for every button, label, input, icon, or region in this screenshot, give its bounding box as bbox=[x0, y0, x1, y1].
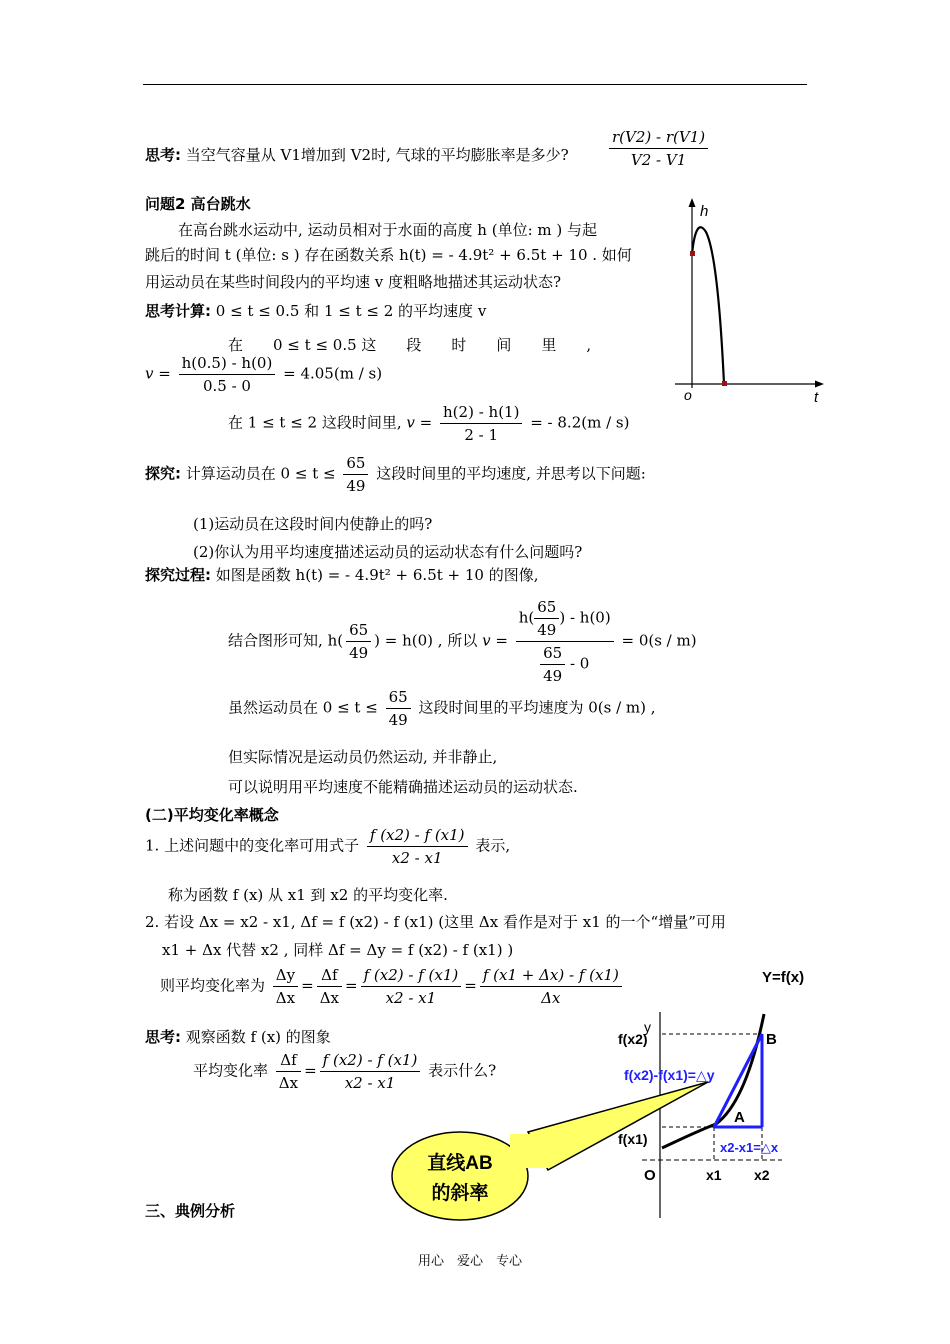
fx2-label: f(x2) bbox=[618, 1031, 648, 1047]
t-axis-arrow bbox=[815, 381, 824, 388]
pc-den-49: 49 bbox=[543, 667, 563, 685]
v1-rhs: = 4.05(m / s) bbox=[283, 364, 383, 383]
i1-num: f (x2) - f (x1) bbox=[367, 826, 468, 847]
process-l2: 可以说明用平均速度不能精确描述运动员的运动状态. bbox=[228, 778, 578, 796]
r1-num: Δy bbox=[273, 966, 298, 987]
pc-mid: ) = h(0) , 所以 bbox=[374, 631, 478, 650]
ratio-eq3: = bbox=[464, 976, 477, 995]
v1-den: 0.5 - 0 bbox=[202, 377, 251, 395]
concept-title: (二)平均变化率概念 bbox=[145, 806, 279, 824]
think1-label: 思考: bbox=[145, 146, 181, 164]
concept-i1-l2: 称为函数 f (x) 从 x1 到 x2 的平均变化率. bbox=[168, 886, 448, 904]
explore-den: 49 bbox=[346, 477, 366, 495]
ps-pre: 虽然运动员在 0 ≤ t ≤ bbox=[228, 698, 378, 717]
think2-text: 观察函数 f (x) 的图象 bbox=[185, 1028, 331, 1046]
v2-den: 2 - 1 bbox=[464, 426, 499, 444]
v2-lhs: v = bbox=[406, 413, 433, 432]
section3-title: 三、典例分析 bbox=[145, 1202, 236, 1220]
calc-line1: 在 0 ≤ t ≤ 0.5 这 段 时 间 里 , bbox=[228, 336, 592, 354]
x2-label: x2 bbox=[754, 1167, 770, 1183]
bubble-text-line1: 直线AB bbox=[427, 1153, 493, 1174]
delta-x-label: x2-x1=△x bbox=[720, 1140, 779, 1155]
r2-den: Δx bbox=[319, 989, 339, 1007]
think1-text: 当空气容量从 V1增加到 V2时, 气球的平均膨胀率是多少? bbox=[185, 146, 569, 164]
concept-i2-l2: x1 + Δx 代替 x2 , 同样 Δf = Δy = f (x2) - f (x1) ) bbox=[162, 941, 514, 959]
concept-i1 bbox=[145, 826, 510, 867]
pc-den-b: - 0 bbox=[569, 654, 590, 673]
pc-f65: 65 bbox=[346, 621, 371, 642]
ratio-eq2: = bbox=[344, 976, 358, 995]
x1-label: x1 bbox=[706, 1167, 722, 1183]
v2-rhs: = - 8.2(m / s) bbox=[530, 413, 630, 432]
height-time-graph bbox=[670, 196, 830, 408]
process-line bbox=[145, 564, 539, 585]
explore-num: 65 bbox=[343, 454, 368, 475]
bubble-joint bbox=[510, 1134, 550, 1168]
start-point bbox=[690, 251, 695, 256]
origin-label: o bbox=[684, 387, 692, 403]
pc-f49: 49 bbox=[349, 644, 369, 662]
process-label: 探究过程: bbox=[145, 566, 211, 584]
bubble-tail bbox=[528, 1082, 708, 1170]
think2-n1: Δf bbox=[276, 1051, 301, 1072]
think2-label: 思考: bbox=[145, 1028, 181, 1046]
v1-num: h(0.5) - h(0) bbox=[179, 354, 276, 375]
ps-65: 65 bbox=[386, 688, 411, 709]
think2-pre: 平均变化率 bbox=[193, 1061, 269, 1080]
think1-den: V2 - V1 bbox=[630, 151, 687, 169]
process-l1: 但实际情况是运动员仍然运动, 并非静止, bbox=[228, 748, 498, 766]
function-label: Y=f(x) bbox=[762, 969, 805, 986]
h-axis-label: h bbox=[700, 203, 709, 220]
t-axis-label: t bbox=[814, 389, 819, 406]
pc-num bbox=[516, 598, 614, 642]
delta-y-label: f(x2)-f(x1)=△y bbox=[624, 1067, 715, 1083]
process-summary bbox=[228, 688, 656, 729]
pc-den-65: 65 bbox=[540, 644, 565, 665]
think1-line bbox=[145, 144, 569, 165]
fx1-label: f(x1) bbox=[618, 1131, 648, 1147]
process-conclusion bbox=[228, 598, 697, 685]
v2-pre: 在 1 ≤ t ≤ 2 这段时间里, bbox=[228, 413, 402, 432]
calc-v1 bbox=[145, 354, 382, 395]
point-b-label: B bbox=[766, 1031, 777, 1048]
i1-den: x2 - x1 bbox=[391, 849, 443, 867]
pc-num-b: ) - h(0) bbox=[559, 608, 611, 627]
pc-pre: 结合图形可知, bbox=[228, 631, 323, 650]
calc-line bbox=[145, 300, 486, 321]
problem2-p2: 跳后的时间 t (单位: s ) 存在函数关系 h(t) = - 4.9t² + 6.5t + 10 . 如何 bbox=[145, 246, 632, 264]
think2-eq: = bbox=[304, 1061, 317, 1080]
explore-q2: (2)你认为用平均速度描述运动员的运动状态有什么问题吗? bbox=[193, 543, 583, 561]
bubble-text-line2: 的斜率 bbox=[431, 1183, 489, 1204]
pc-num-49: 49 bbox=[537, 621, 557, 639]
think2-post: 表示什么? bbox=[428, 1061, 497, 1080]
i1-pre: 1. 上述问题中的变化率可用式子 bbox=[145, 836, 360, 855]
process-text: 如图是函数 h(t) = - 4.9t² + 6.5t + 10 的图像, bbox=[215, 566, 539, 584]
i1-post: 表示, bbox=[475, 836, 511, 855]
think2-line bbox=[145, 1026, 331, 1047]
explore-post: 这段时间里的平均速度, 并思考以下问题: bbox=[376, 464, 646, 483]
pc-num-65: 65 bbox=[534, 598, 559, 619]
think2-d2: x2 - x1 bbox=[344, 1074, 396, 1092]
ratio-pre: 则平均变化率为 bbox=[160, 976, 266, 995]
calc-v2 bbox=[228, 403, 629, 444]
top-rule bbox=[143, 84, 807, 85]
ps-49: 49 bbox=[388, 711, 408, 729]
pc-rhs: = 0(s / m) bbox=[621, 631, 697, 650]
pc-den bbox=[516, 642, 614, 685]
r1-den: Δx bbox=[275, 989, 296, 1007]
problem2-p3: 用运动员在某些时间段内的平均速 v 度粗略地描述其运动状态? bbox=[145, 273, 562, 291]
h-axis-arrow bbox=[689, 198, 696, 207]
y-axis-label: y bbox=[644, 1019, 651, 1035]
concept-i2-l1: 2. 若设 Δx = x2 - x1, Δf = f (x2) - f (x1) (这里 Δx 看作是对于 x1 的一个“增量”可用 bbox=[145, 913, 726, 931]
ps-post: 这段时间里的平均速度为 0(s / m) , bbox=[418, 698, 656, 717]
explore-pre: 计算运动员在 0 ≤ t ≤ bbox=[185, 464, 336, 483]
explore-q1: (1)运动员在这段时间内使静止的吗? bbox=[193, 515, 433, 533]
point-a-label: A bbox=[734, 1109, 745, 1126]
secant-graph bbox=[380, 962, 820, 1224]
r2-num: Δf bbox=[317, 966, 342, 987]
v1-lhs: v = bbox=[145, 364, 171, 383]
calc-text: 0 ≤ t ≤ 0.5 和 1 ≤ t ≤ 2 的平均速度 v bbox=[215, 302, 487, 320]
problem2-title: 问题2 高台跳水 bbox=[145, 195, 251, 213]
pc-num-a: h( bbox=[518, 608, 535, 627]
r4-num: f (x1 + Δx) - f (x1) bbox=[480, 966, 622, 987]
r3-den: x2 - x1 bbox=[385, 989, 437, 1007]
explore-label: 探究: bbox=[145, 464, 181, 483]
think1-fraction bbox=[606, 128, 711, 169]
pc-h: h( bbox=[327, 631, 344, 650]
r4-den: Δx bbox=[541, 989, 561, 1007]
v2-num: h(2) - h(1) bbox=[440, 403, 522, 424]
r3-num: f (x2) - f (x1) bbox=[361, 966, 462, 987]
page-footer: 用心 爱心 专心 bbox=[418, 1254, 523, 1269]
think2-n2: f (x2) - f (x1) bbox=[320, 1051, 421, 1072]
think1-num: r(V2) - r(V1) bbox=[609, 128, 708, 149]
calc-label: 思考计算: bbox=[145, 302, 211, 320]
pc-v: v = bbox=[482, 631, 508, 650]
h-curve bbox=[692, 227, 724, 384]
origin-o-label: O bbox=[644, 1167, 656, 1184]
ratio-eq1: = bbox=[301, 976, 314, 995]
explore-line bbox=[145, 454, 646, 495]
think2-d1: Δx bbox=[278, 1074, 299, 1092]
problem2-p1: 在高台跳水运动中, 运动员相对于水面的高度 h (单位: m ) 与起 bbox=[178, 221, 598, 239]
landing-point bbox=[722, 381, 727, 386]
callout-bubble bbox=[392, 1132, 528, 1220]
